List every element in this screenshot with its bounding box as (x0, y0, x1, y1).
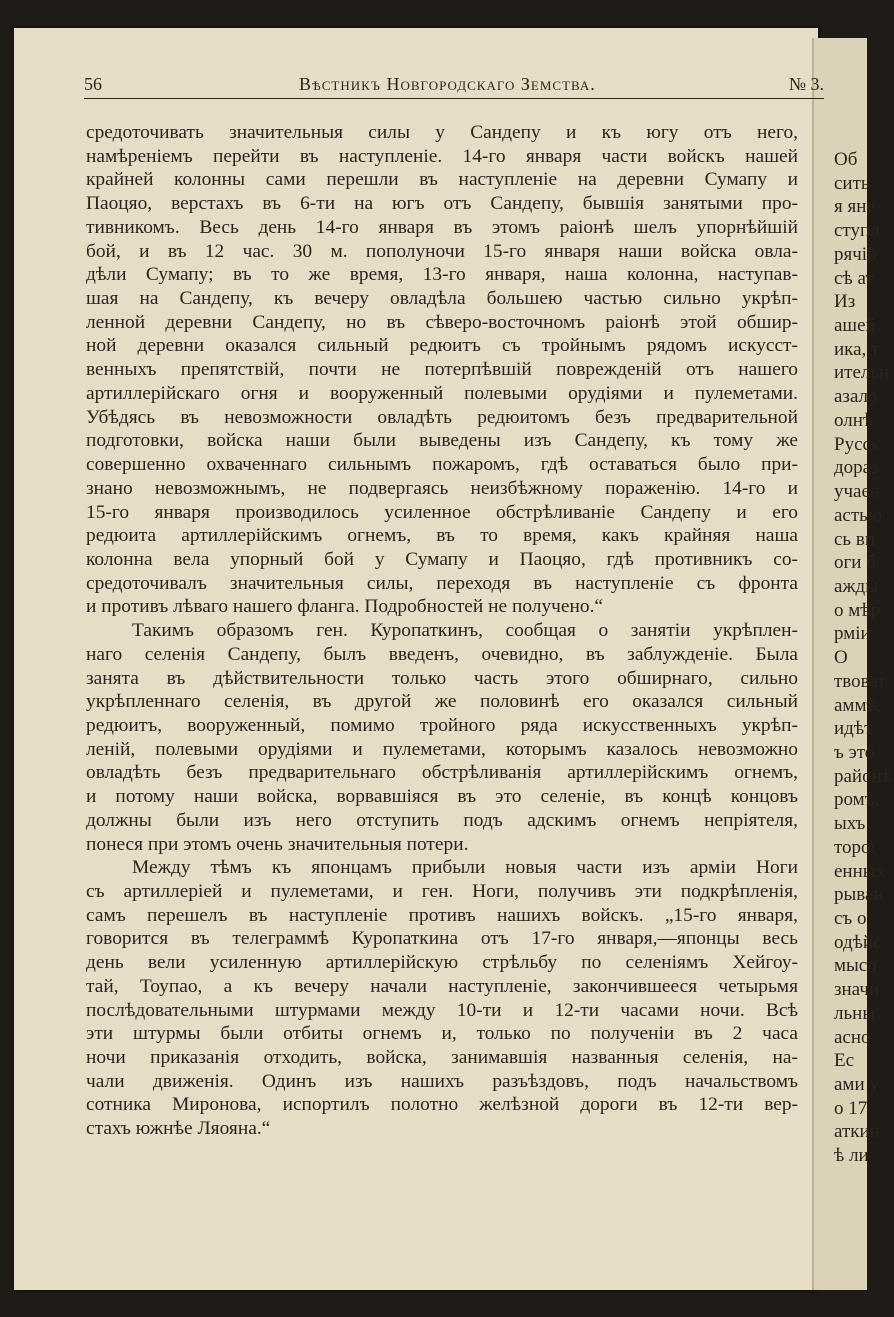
text-line: сотника Миронова, испортилъ полотно желѣзной дороги въ 12-ти вер- (86, 1094, 798, 1116)
page-number: 56 (84, 74, 102, 94)
facing-page-line: торої (834, 836, 876, 858)
facing-page-line: оги б (834, 552, 876, 574)
facing-page-line: астью (834, 504, 883, 526)
facing-page-line: съ о (834, 908, 867, 929)
facing-page-line: азало (834, 386, 878, 408)
text-line: чали движенія. Одинъ изъ нашихъ разъѣздовъ, подъ начальствомъ (86, 1070, 798, 1092)
facing-page-line: дораз (834, 457, 879, 479)
facing-page-line: О (834, 647, 848, 669)
text-line: леній, полевыми орудіями и пулеметами, которымъ казалось невозможно (86, 738, 798, 760)
text-line: занята въ дѣйствительности только часть этого обширнаго, сильно (86, 667, 798, 689)
facing-page-line: ступл (834, 220, 880, 242)
text-line: ленной деревни Сандепу, но въ сѣверо-восточномъ раіонѣ этой обшир- (86, 311, 798, 333)
text-line: самъ перешелъ въ наступленіе противъ нашихъ войскъ. „15-го января, (86, 904, 798, 926)
text-line: эти штурмы были отбиты огнемъ и, только по полученіи въ 2 часа (86, 1023, 798, 1045)
facing-page-line: сь вп (834, 528, 875, 550)
text-line: редюита артиллерійскимъ огнемъ, въ то время, какъ крайняя наша (86, 525, 798, 547)
facing-page-line: ѣ ли (834, 1145, 869, 1167)
facing-page-line: о мѣр (834, 599, 881, 621)
facing-page-line: ыхъ (834, 813, 866, 835)
facing-page-line: ительн (834, 362, 890, 384)
journal-title: Вѣстникъ Новгородскаго Земства. (299, 74, 596, 94)
text-line: наго селенія Сандепу, былъ введенъ, очевидно, въ заблужденіе. Была (86, 643, 798, 665)
text-line: шая на Сандепу, къ вечеру овладѣла большею частью сильно укрѣп- (86, 288, 798, 310)
facing-page-line: Из (834, 291, 856, 313)
facing-page-line: о 17 (834, 1097, 868, 1119)
facing-page-line: ромъ, (834, 789, 880, 811)
facing-page-line: ашей (834, 315, 876, 337)
text-line: крайней колонны сами перешли въ наступленіе на деревни Сумапу и (86, 169, 798, 191)
text-line: венныхъ препятствій, почти не потерпѣвшій поврежденій отъ нашего (86, 359, 798, 381)
facing-page-line: идѣт (834, 718, 873, 740)
facing-page-line: рыван (834, 884, 884, 906)
facing-page-line: сить (834, 172, 870, 194)
text-line: говорится въ телеграммѣ Куропаткина отъ 17-го января,—японцы весь (86, 928, 798, 950)
text-line: Паоцяо, верстахъ въ 6-ти на югъ отъ Сандепу, бывшія занятыми про- (86, 193, 798, 215)
running-header (84, 70, 824, 99)
text-line: подготовки, войска наши были выведены изъ Сандепу, къ тому же (86, 430, 798, 452)
text-line: ночи приказанія отходить, войска, занимавшія названныя селенія, на- (86, 1047, 798, 1069)
text-line: редюитъ, вооруженный, помимо тройного ряда искусственныхъ укрѣп- (86, 714, 798, 736)
facing-page-line: значи (834, 979, 880, 1001)
facing-page-line: Русск (834, 433, 881, 455)
text-line: знано невозможнымъ, не подвергаясь неизбѣжному пораженію. 14-го и (86, 477, 798, 499)
text-line: ной деревни оказался сильный редюитъ съ тройнымъ рядомъ искусст- (86, 335, 798, 357)
text-line: съ артиллеріей и пулеметами, и ген. Ноги, получивъ эти подкрѣпленія, (86, 881, 798, 902)
text-line: совершенно охваченнаго сильнымъ пожаромъ, гдѣ оставаться было при- (86, 454, 798, 476)
facing-page-line: твоват (834, 670, 886, 692)
text-line: Между тѣмъ къ японцамъ прибыли новыя части изъ арміи Ноги (132, 857, 798, 879)
facing-page-line: одѣйс (834, 931, 882, 953)
facing-page-line: ажды (834, 575, 878, 597)
facing-page-line: мысл (834, 955, 877, 977)
facing-page-line: сѣ ат (834, 267, 874, 289)
text-line: средоточивалъ значительныя силы, переходя въ наступленіе съ фронта (86, 572, 798, 594)
text-line: намѣреніемъ перейти въ наступленіе. 14-го января части войскъ нашей (86, 145, 798, 167)
facing-page-text (834, 148, 894, 1168)
facing-page-line: олнѣ (834, 409, 874, 431)
issue-number: № 3. (788, 74, 824, 94)
facing-page-line: я яне (834, 196, 875, 218)
facing-page-edge (812, 38, 893, 1290)
text-line: стахъ южнѣе Ляояна.“ (86, 1118, 271, 1140)
facing-page-line: Ес (834, 1050, 855, 1072)
article-body (86, 121, 798, 1141)
text-line: послѣдовательными штурмами между 10-ти и 12-ти часами ночи. Всѣ (86, 999, 798, 1021)
facing-page-line: ика, т (834, 338, 880, 360)
text-line: овладѣть безъ предварительнаго обстрѣливанія артиллерійскимъ огнемъ, (86, 762, 798, 784)
text-line: артиллерійскаго огня и вооруженный полевыми орудіями и пулеметами. (86, 382, 798, 404)
text-line: и потому наши войска, ворвавшіяся въ это селеніе, въ концѣ концовъ (86, 786, 798, 808)
text-line: тивникомъ. Весь день 14-го января въ этомъ раіонѣ шелъ упорнѣйшій (86, 216, 798, 238)
text-line: понеся при этомъ очень значительныя потери. (86, 833, 469, 855)
facing-page-line: аткин (834, 1121, 880, 1143)
text-line: средоточивать значительныя силы у Сандепу и къ югу отъ него, (86, 122, 798, 143)
facing-page-line: рміи (834, 623, 871, 645)
facing-page-line: районѣ (834, 765, 893, 787)
facing-page-line: енных (834, 860, 886, 882)
facing-page-line: рячій (834, 243, 878, 265)
facing-page-line: льны (834, 1002, 876, 1024)
text-line: бой, и въ 12 час. 30 м. пополуночи 15-го января наши войска овла- (86, 240, 798, 262)
text-line: и противъ лѣваго нашего фланга. Подробностей не получено.“ (86, 596, 604, 618)
facing-page-line: учаен (834, 481, 881, 503)
text-line: должны были изъ него отступить подъ адскимъ огнемъ непріятеля, (86, 809, 798, 831)
text-line: 15-го января производилось усиленное обстрѣливаніе Сандепу и его (86, 501, 798, 523)
facing-page-line: ами у (834, 1074, 879, 1096)
text-line: дѣли Сумапу; въ то же время, 13-го января, наша колонна, наступав- (86, 264, 798, 286)
text-line: колонна вела упорный бой у Сумапу и Паоцяо, гдѣ противникъ со- (86, 548, 798, 570)
text-line: тай, Тоупао, а къ вечеру начали наступленіе, закончившееся четырьмя (86, 975, 798, 997)
text-line: день вели усиленную артиллерійскую стрѣльбу по селеніямъ Хейгоу- (86, 952, 798, 974)
facing-page-line: ъ это (834, 741, 875, 763)
facing-page-line: асно (834, 1026, 871, 1048)
text-line: Убѣдясь въ невозможности овладѣть редюитомъ безъ предварительной (86, 406, 798, 428)
facing-page-line: Об (834, 149, 858, 170)
text-line: укрѣпленнаго селенія, въ другой же половинѣ его оказался сильный (86, 691, 798, 713)
facing-page-line: аммѣ, (834, 694, 882, 716)
text-line: Такимъ образомъ ген. Куропаткинъ, сообщая о занятіи укрѣплен- (132, 620, 798, 642)
